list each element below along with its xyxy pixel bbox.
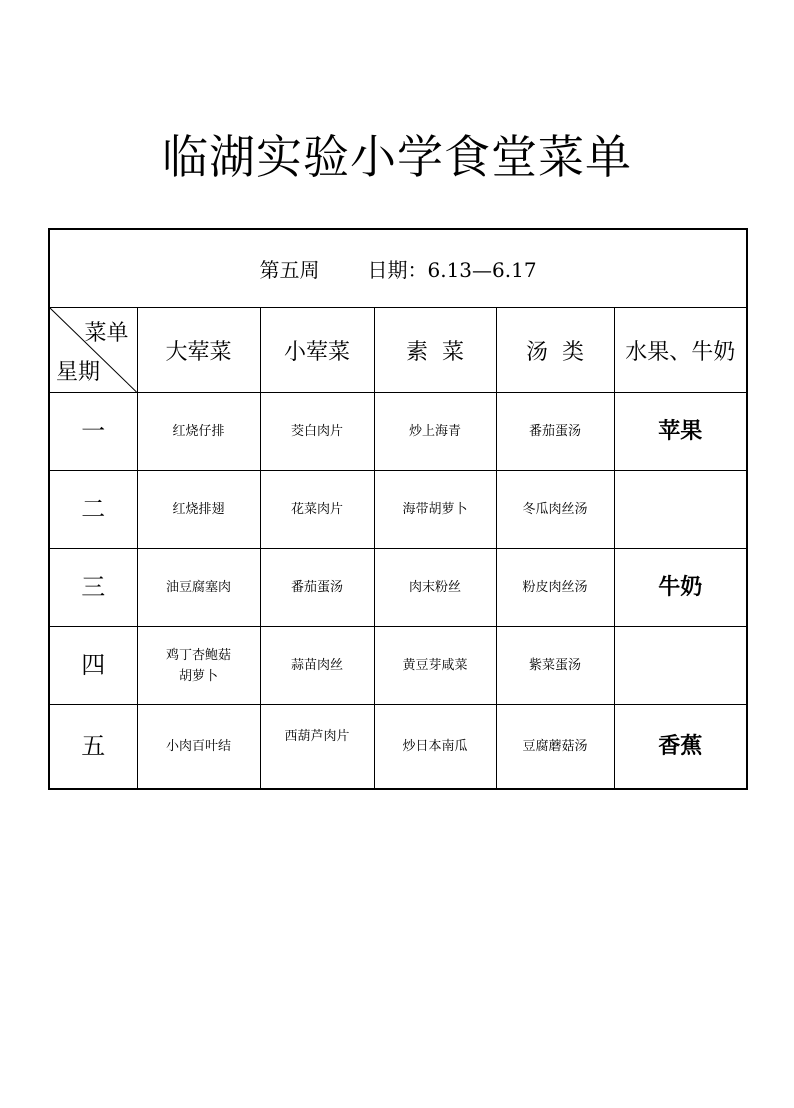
soup-cell: 番茄蛋汤 <box>496 393 614 471</box>
big-meat-cell: 红烧排翅 <box>137 471 260 549</box>
column-header-big-meat: 大荤菜 <box>137 308 260 393</box>
column-header-fruit-milk: 水果、牛奶 <box>614 308 747 393</box>
menu-table <box>48 228 748 790</box>
column-header-vegetable: 素 菜 <box>374 308 496 393</box>
soup-cell: 冬瓜肉丝汤 <box>496 471 614 549</box>
big-meat-cell: 红烧仔排 <box>137 393 260 471</box>
weekday-cell: 四 <box>49 627 137 705</box>
weekday-cell: 二 <box>49 471 137 549</box>
column-header-soup: 汤 类 <box>496 308 614 393</box>
table-row <box>49 627 747 705</box>
small-meat-cell: 蒜苗肉丝 <box>260 627 374 705</box>
corner-header-cell <box>49 308 137 393</box>
corner-weekday-label: 星期 <box>56 360 101 385</box>
table-row <box>49 705 747 790</box>
vegetable-cell: 炒上海青 <box>374 393 496 471</box>
header-row <box>49 308 747 393</box>
big-meat-line-2: 胡萝卜 <box>178 668 218 684</box>
fruit-cell: 苹果 <box>614 393 747 471</box>
vegetable-cell: 肉末粉丝 <box>374 549 496 627</box>
fruit-cell <box>614 471 747 549</box>
small-meat-cell: 番茄蛋汤 <box>260 549 374 627</box>
weekday-cell: 三 <box>49 549 137 627</box>
big-meat-line-1: 鸡丁杏鲍菇 <box>165 647 231 663</box>
small-meat-text: 西葫芦肉片 <box>284 729 350 744</box>
big-meat-cell: 小肉百叶结 <box>137 705 260 790</box>
vegetable-cell: 炒日本南瓜 <box>374 705 496 790</box>
big-meat-cell: 油豆腐塞肉 <box>137 549 260 627</box>
fruit-cell <box>614 627 747 705</box>
soup-cell: 豆腐蘑菇汤 <box>496 705 614 790</box>
soup-cell: 紫菜蛋汤 <box>496 627 614 705</box>
week-cell <box>49 229 747 308</box>
small-meat-cell <box>260 705 374 790</box>
fruit-cell: 香蕉 <box>614 705 747 790</box>
vegetable-cell: 黄豆芽咸菜 <box>374 627 496 705</box>
table-row <box>49 393 747 471</box>
soup-cell: 粉皮肉丝汤 <box>496 549 614 627</box>
corner-menu-label: 菜单 <box>84 321 129 346</box>
column-header-small-meat: 小荤菜 <box>260 308 374 393</box>
table-row <box>49 549 747 627</box>
small-meat-cell: 花菜肉片 <box>260 471 374 549</box>
week-row <box>49 229 747 308</box>
weekday-cell: 五 <box>49 705 137 790</box>
vegetable-cell: 海带胡萝卜 <box>374 471 496 549</box>
fruit-cell: 牛奶 <box>614 549 747 627</box>
page-title: 临湖实验小学食堂菜单 <box>162 130 632 184</box>
week-label: 第五周 <box>259 258 320 282</box>
small-meat-cell: 茭白肉片 <box>260 393 374 471</box>
weekday-cell: 一 <box>49 393 137 471</box>
big-meat-cell <box>137 627 260 705</box>
date-range: 日期：6.13—6.17 <box>367 258 537 282</box>
table-row <box>49 471 747 549</box>
